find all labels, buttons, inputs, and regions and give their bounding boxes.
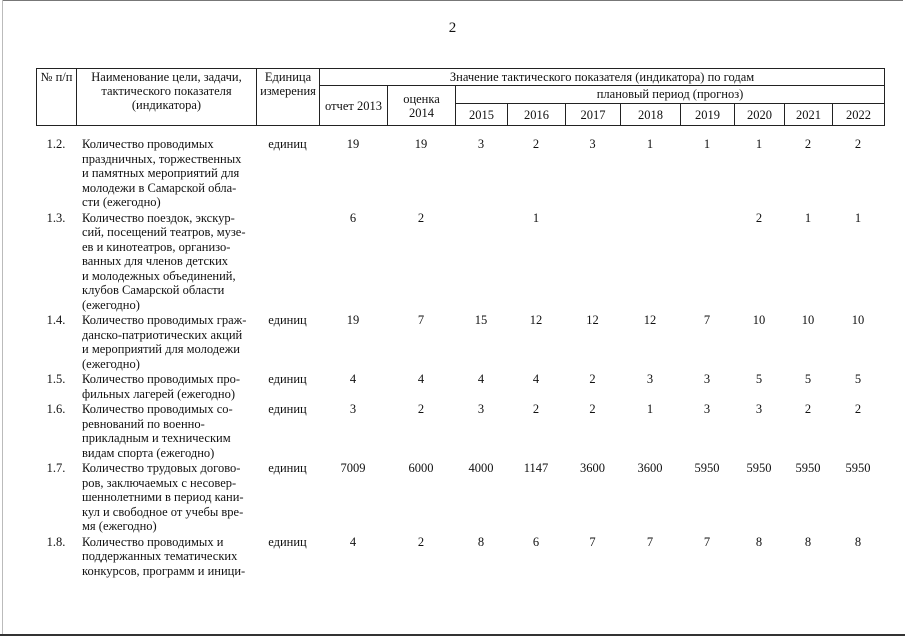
value-cell: 5950 bbox=[746, 461, 772, 475]
indicator-name-line: праздничных, торжественных bbox=[82, 151, 242, 166]
value-cell: 6 bbox=[532, 534, 540, 549]
indicator-name bbox=[76, 313, 256, 372]
value-cell: 1 bbox=[854, 210, 862, 225]
value-cell: 3 bbox=[703, 372, 711, 386]
header-year: 2018 bbox=[621, 104, 681, 126]
header-num: № п/п bbox=[37, 69, 77, 126]
indicator-name-line: конкурсов, программ и иници- bbox=[82, 563, 246, 578]
value-cell: 3 bbox=[349, 402, 357, 416]
indicator-name-line: Количество проводимых граж- bbox=[82, 313, 247, 327]
header-name: Наименование цели, задачи, тактического показателя (индикатора) bbox=[77, 69, 257, 126]
value-cell: 3600 bbox=[580, 461, 605, 475]
value-cell: 3 bbox=[477, 137, 485, 151]
indicator-name-line: Количество проводимых и bbox=[82, 534, 224, 549]
value-cell: 15 bbox=[474, 313, 488, 327]
indicator-name-line: клубов Самарской области bbox=[82, 283, 225, 297]
value-cell: 19 bbox=[346, 137, 360, 151]
value-cell: 2 bbox=[417, 534, 425, 549]
value-cell: 3 bbox=[477, 402, 485, 416]
value-cell: 1147 bbox=[523, 461, 549, 475]
indicator-name-line: Количество проводимых bbox=[82, 137, 214, 151]
value-cell: 1 bbox=[804, 210, 812, 225]
value-cell: 7 bbox=[703, 313, 711, 327]
value-cell: 4000 bbox=[468, 461, 494, 475]
indicator-name-line: Количество проводимых со- bbox=[82, 402, 233, 416]
value-cell: 6000 bbox=[408, 461, 434, 475]
indicator-name bbox=[76, 372, 256, 402]
table-row bbox=[36, 535, 884, 580]
table-row bbox=[36, 313, 884, 372]
value-cell: 4 bbox=[349, 534, 357, 549]
indicator-name-line: сий, посещений театров, музе- bbox=[82, 225, 246, 239]
row-number: 1.3. bbox=[46, 210, 66, 225]
value-cell: 8 bbox=[854, 534, 862, 549]
indicator-name-line: ров, заключаемых с несовер- bbox=[82, 475, 237, 490]
value-cell: 7 bbox=[703, 534, 711, 549]
table-row bbox=[36, 461, 884, 535]
unit-cell: единиц bbox=[268, 313, 307, 327]
value-cell: 1 bbox=[646, 402, 654, 416]
value-cell: 10 bbox=[801, 313, 815, 327]
value-cell: 10 bbox=[752, 313, 766, 327]
indicator-name-line: и молодежных объединений, bbox=[82, 268, 236, 283]
value-cell: 3 bbox=[646, 372, 654, 386]
header-values: Значение тактического показателя (индикатора) по годам bbox=[320, 69, 885, 86]
value-cell: 8 bbox=[755, 534, 763, 549]
table-row bbox=[36, 372, 884, 402]
value-cell: 10 bbox=[851, 313, 865, 327]
value-cell: 2 bbox=[417, 402, 425, 416]
indicator-name-line: (ежегодно) bbox=[82, 297, 140, 312]
header-estimate: оценка 2014 bbox=[388, 86, 456, 126]
value-cell: 2 bbox=[755, 210, 763, 225]
value-cell bbox=[565, 211, 620, 314]
value-cell: 2 bbox=[589, 402, 596, 416]
value-cell: 4 bbox=[349, 372, 357, 386]
indicator-name bbox=[76, 402, 256, 461]
row-number: 1.5. bbox=[46, 372, 66, 386]
indicator-name-line: Количество трудовых догово- bbox=[82, 461, 241, 475]
table-row bbox=[36, 211, 884, 314]
value-cell bbox=[680, 211, 734, 314]
indicator-name-line: молодежи в Самарской обла- bbox=[82, 180, 237, 195]
value-cell: 5 bbox=[755, 372, 763, 386]
row-number: 1.4. bbox=[46, 313, 66, 327]
value-cell: 3 bbox=[589, 137, 596, 151]
value-cell: 2 bbox=[854, 402, 862, 416]
indicator-name bbox=[76, 461, 256, 535]
header-year: 2021 bbox=[785, 104, 833, 126]
value-cell: 7 bbox=[417, 313, 425, 327]
value-cell: 3 bbox=[755, 402, 763, 416]
value-cell: 2 bbox=[854, 137, 862, 151]
indicator-name-line: мя (ежегодно) bbox=[82, 519, 157, 533]
scan-left-edge bbox=[2, 0, 3, 634]
indicator-name-line: шеннолетними в период кани- bbox=[82, 490, 244, 504]
value-cell: 12 bbox=[643, 313, 657, 327]
value-cell: 1 bbox=[646, 137, 654, 151]
table-row bbox=[36, 137, 884, 211]
value-cell: 7009 bbox=[340, 461, 366, 475]
indicator-name-line: фильных лагерей (ежегодно) bbox=[82, 386, 235, 401]
value-cell: 5 bbox=[854, 372, 862, 386]
page-number: 2 bbox=[448, 20, 457, 36]
value-cell: 5950 bbox=[845, 461, 871, 475]
unit-cell: единиц bbox=[268, 461, 307, 475]
unit-cell: единиц bbox=[268, 372, 307, 386]
header-year: 2015 bbox=[456, 104, 508, 126]
row-number: 1.6. bbox=[46, 402, 66, 416]
indicator-name-line: Количество поездок, экскур- bbox=[82, 210, 235, 225]
value-cell: 3 bbox=[703, 402, 711, 416]
indicator-name-line: ев и кинотеатров, организо- bbox=[82, 239, 231, 254]
header-unit: Единица измерения bbox=[257, 69, 320, 126]
indicator-name-line: поддержанных тематических bbox=[82, 549, 238, 563]
row-number: 1.8. bbox=[46, 534, 66, 549]
header-year: 2017 bbox=[566, 104, 621, 126]
indicator-name-line: видам спорта (ежегодно) bbox=[82, 445, 215, 460]
value-cell: 3600 bbox=[637, 461, 663, 475]
value-cell: 1 bbox=[532, 210, 540, 225]
value-cell: 7 bbox=[646, 534, 654, 549]
indicator-name bbox=[76, 535, 256, 580]
table-header bbox=[36, 68, 885, 126]
unit-cell: единиц bbox=[268, 137, 307, 151]
row-number: 1.7. bbox=[46, 461, 66, 475]
value-cell: 6 bbox=[349, 210, 357, 225]
value-cell: 2 bbox=[804, 137, 812, 151]
unit-cell: единиц bbox=[268, 402, 307, 416]
indicator-name-line: ревнований по военно- bbox=[82, 416, 205, 431]
value-cell: 5 bbox=[804, 372, 812, 386]
indicator-name-line: данско-патриотических акций bbox=[82, 327, 243, 342]
value-cell: 12 bbox=[586, 313, 599, 327]
indicator-name-line: прикладным и техническим bbox=[82, 431, 231, 445]
indicator-name bbox=[76, 137, 256, 211]
value-cell: 4 bbox=[477, 372, 485, 386]
indicator-name-line: и памятных мероприятий для bbox=[82, 166, 240, 180]
indicator-name-line: кул и свободное от учебы вре- bbox=[82, 504, 244, 519]
indicator-name-line: Количество проводимых про- bbox=[82, 372, 241, 386]
scan-top-edge bbox=[2, 0, 903, 1]
value-cell: 19 bbox=[414, 137, 428, 151]
indicator-name-line: ванных для членов детских bbox=[82, 254, 229, 268]
value-cell: 12 bbox=[529, 313, 543, 327]
value-cell: 2 bbox=[532, 137, 540, 151]
header-year: 2022 bbox=[833, 104, 885, 126]
value-cell: 2 bbox=[532, 402, 540, 416]
indicator-name bbox=[76, 211, 256, 314]
table-row bbox=[36, 402, 884, 461]
value-cell bbox=[620, 211, 680, 314]
value-cell: 2 bbox=[804, 402, 812, 416]
indicator-name-line: и мероприятий для молодежи bbox=[82, 342, 240, 356]
value-cell: 8 bbox=[804, 534, 812, 549]
header-year: 2020 bbox=[735, 104, 785, 126]
value-cell: 5950 bbox=[694, 461, 720, 475]
indicator-name-line: (ежегодно) bbox=[82, 356, 140, 371]
header-year: 2016 bbox=[508, 104, 566, 126]
value-cell: 4 bbox=[532, 372, 540, 386]
scan-bottom-edge bbox=[0, 634, 905, 636]
header-year: 2019 bbox=[681, 104, 735, 126]
unit-cell: единиц bbox=[268, 534, 307, 549]
value-cell: 2 bbox=[417, 210, 425, 225]
indicator-name-line: сти (ежегодно) bbox=[82, 195, 161, 209]
value-cell: 1 bbox=[703, 137, 711, 151]
value-cell: 2 bbox=[589, 372, 596, 386]
value-cell: 8 bbox=[477, 534, 485, 549]
value-cell: 7 bbox=[589, 534, 596, 549]
indicator-table bbox=[36, 137, 884, 579]
unit-cell bbox=[256, 211, 319, 314]
header-plan: плановый период (прогноз) bbox=[456, 86, 885, 104]
value-cell: 19 bbox=[346, 313, 360, 327]
value-cell: 5950 bbox=[795, 461, 821, 475]
value-cell: 4 bbox=[417, 372, 425, 386]
value-cell: 1 bbox=[755, 137, 763, 151]
row-number: 1.2. bbox=[46, 137, 66, 151]
header-report: отчет 2013 bbox=[320, 86, 388, 126]
value-cell bbox=[455, 211, 507, 314]
